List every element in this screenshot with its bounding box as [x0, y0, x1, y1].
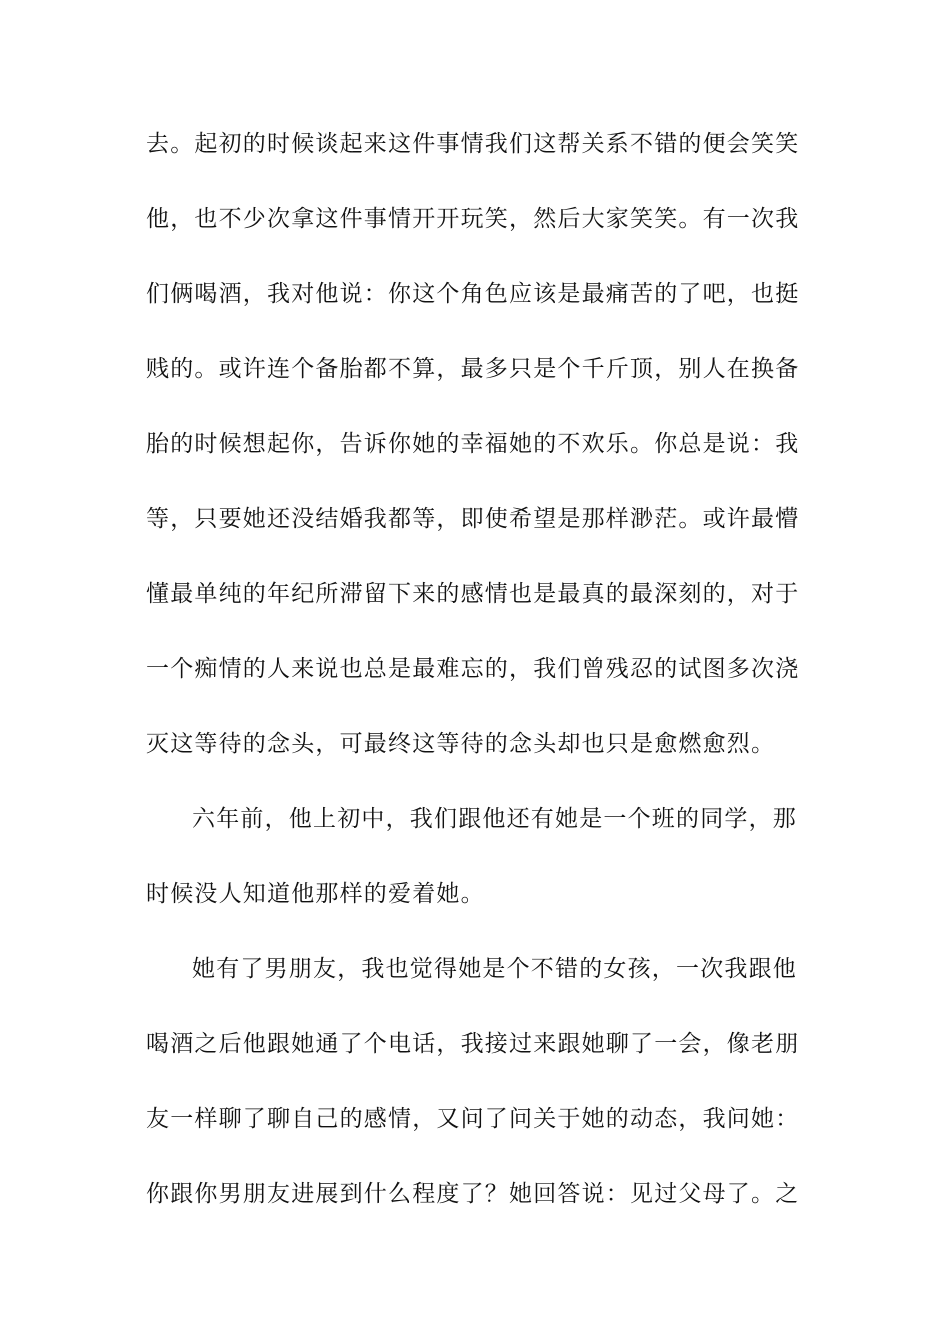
text-line: 们俩喝酒，我对他说：你这个角色应该是最痛苦的了吧，也挺 [146, 281, 800, 307]
text-line: 你跟你男朋友进展到什么程度了？她回答说：见过父母了。之 [146, 1181, 800, 1207]
text-line: 胎的时候想起你，告诉你她的幸福她的不欢乐。你总是说：我 [146, 431, 800, 457]
text-line: 去。起初的时候谈起来这件事情我们这帮关系不错的便会笑笑 [146, 131, 800, 157]
text-line: 时候没人知道他那样的爱着她。 [146, 881, 485, 907]
text-line: 喝酒之后他跟她通了个电话，我接过来跟她聊了一会，像老朋 [146, 1031, 800, 1057]
text-line: 他，也不少次拿这件事情开开玩笑，然后大家笑笑。有一次我 [146, 206, 800, 232]
text-line: 友一样聊了聊自己的感情，又问了问关于她的动态，我问她： [146, 1106, 800, 1132]
text-line: 贱的。或许连个备胎都不算，最多只是个千斤顶，别人在换备 [146, 356, 800, 382]
body-text [146, 119, 806, 1244]
text-line: 灭这等待的念头，可最终这等待的念头却也只是愈燃愈烈。 [146, 731, 776, 757]
paragraph-start-line: 六年前，他上初中，我们跟他还有她是一个班的同学，那 [192, 806, 797, 832]
paragraph-start-line: 她有了男朋友，我也觉得她是个不错的女孩，一次我跟他 [192, 956, 797, 982]
text-line: 一个痴情的人来说也总是最难忘的，我们曾残忍的试图多次浇 [146, 656, 800, 682]
text-line: 等，只要她还没结婚我都等，即使希望是那样渺茫。或许最懵 [146, 506, 800, 532]
text-line: 懂最单纯的年纪所滞留下来的感情也是最真的最深刻的，对于 [146, 581, 800, 607]
